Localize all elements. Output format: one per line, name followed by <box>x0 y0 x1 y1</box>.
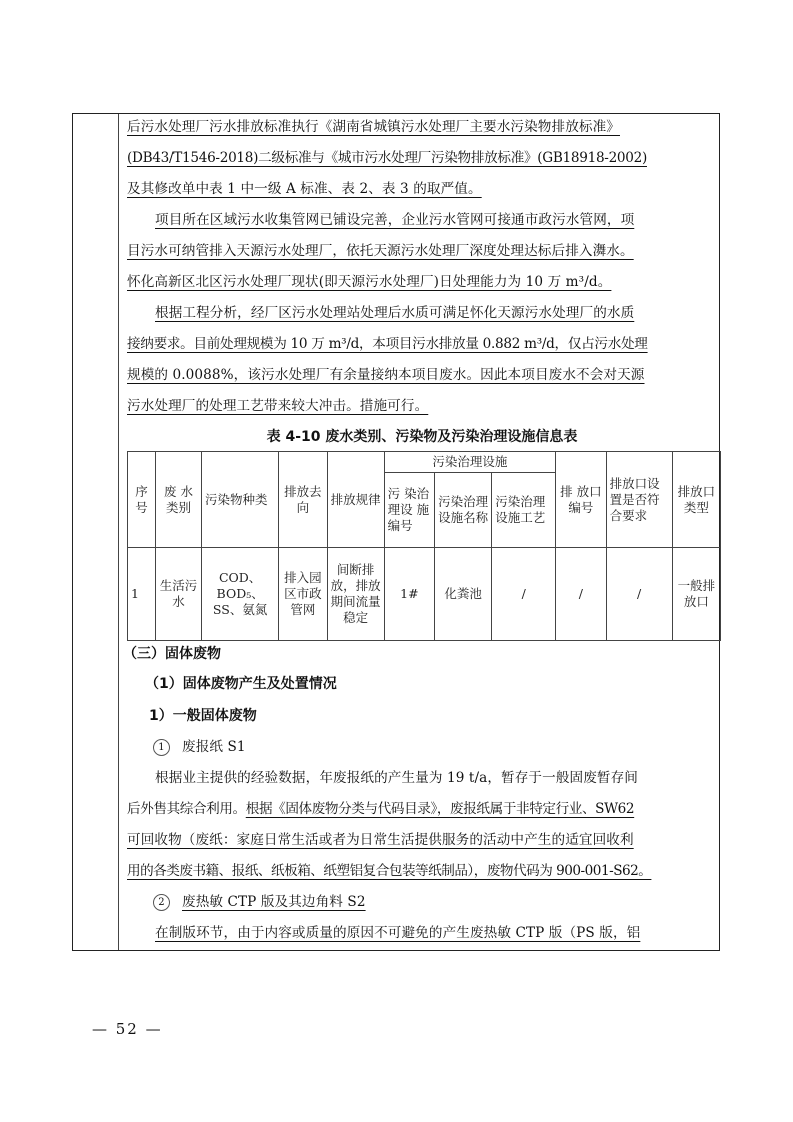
paragraph-line: 后污水处理厂污水排放标准执行《湖南省城镇污水处理厂主要水污染物排放标准》 <box>127 119 620 135</box>
paragraph-line: 及其修改单中表 1 中一级 A 标准、表 2、表 3 的取严值。 <box>127 181 482 197</box>
header-facility-group: 污染治理设施 <box>384 452 555 473</box>
cell-outlet-ok: / <box>606 548 672 641</box>
header-outlet-type: 排放口类型 <box>672 452 720 548</box>
table-header-row <box>128 452 721 473</box>
cell-facility-process: / <box>492 548 556 641</box>
paragraph-line <box>127 794 717 825</box>
header-pollutant: 污染物种类 <box>201 452 278 548</box>
paragraph-line: (DB43/T1546-2018)二级标准与《城市污水处理厂污染物排放标准》(GB18918-2002) <box>127 150 647 166</box>
paragraph-line: 用的各类废书籍、报纸、纸板箱、纸塑铝复合包装等纸制品），废物代码为 900-001-S62。 <box>127 863 652 879</box>
item-heading <box>127 732 717 763</box>
text-segment: 根据《固体废物分类与代码目录》，废报纸属于非特定行业、SW62 <box>245 801 635 817</box>
header-facility-name: 污染治理设施名称 <box>435 473 492 548</box>
cell-outlet-no: / <box>556 548 606 641</box>
cell-pollutant-line: BOD₅、 <box>216 586 264 601</box>
header-facility-process: 污染治理设施工艺 <box>492 473 556 548</box>
item-title: 废报纸 S1 <box>182 739 246 755</box>
cell-pollutant <box>201 548 278 641</box>
wastewater-info-table <box>127 451 721 641</box>
cell-destination: 排入园区市政管网 <box>279 548 327 641</box>
header-pattern: 排放规律 <box>327 452 384 548</box>
paragraph-line: 项目所在区域污水收集管网已铺设完善，企业污水管网可接通市政污水管网，项 <box>155 212 635 228</box>
cell-facility-name: 化粪池 <box>435 548 492 641</box>
paragraph-line: 怀化高新区北区污水处理厂现状(即天源污水处理厂)日处理能力为 10 万 m³/d。 <box>127 274 612 290</box>
paragraph-line: 在制版环节，由于内容或质量的原因不可避免的产生废热敏 CTP 版（PS 版，铝 <box>155 925 641 941</box>
header-outlet-no: 排 放口 编号 <box>556 452 606 548</box>
header-seq: 序号 <box>128 452 156 548</box>
cell-outlet-type: 一般排放口 <box>672 548 720 641</box>
section-heading: （三）固体废物 <box>123 646 221 662</box>
main-content <box>123 114 717 949</box>
table-caption: 表 4-10 废水类别、污染物及污染治理设施信息表 <box>266 429 578 445</box>
subsection-heading: 1）一般固体废物 <box>149 708 257 724</box>
cell-facility-no: 1# <box>384 548 434 641</box>
header-type: 废 水类别 <box>156 452 202 548</box>
page-number: — 52 — <box>92 1020 163 1038</box>
subsection-heading: （1）固体废物产生及处置情况 <box>145 676 337 692</box>
cell-pollutant-line: COD、 <box>218 570 262 585</box>
cell-seq: 1 <box>128 548 156 641</box>
paragraph-line: 目污水可纳管排入天源污水处理厂，依托天源污水处理厂深度处理达标后排入㵲水。 <box>127 243 634 259</box>
circled-number-icon: 1 <box>153 739 170 756</box>
left-column-divider <box>118 114 119 950</box>
paragraph-line: 根据业主提供的经验数据，年废报纸的产生量为 19 t/a，暂存于一般固废暂存间 <box>155 770 638 786</box>
paragraph-line: 根据工程分析，经厂区污水处理站处理后水质可满足怀化天源污水处理厂的水质 <box>155 305 635 321</box>
paragraph-line: 可回收物（废纸：家庭日常生活或者为日常生活提供服务的活动中产生的适宜回收利 <box>127 832 634 848</box>
circled-number-icon: 2 <box>153 894 170 911</box>
text-segment: 后外售其综合利用。 <box>127 801 246 817</box>
item-heading <box>127 887 717 918</box>
cell-pollutant-line: SS、氨氮 <box>212 602 268 617</box>
table-row <box>128 548 721 641</box>
cell-type: 生活污水 <box>156 548 202 641</box>
paragraph-line: 规模的 0.0088%，该污水处理厂有余量接纳本项目废水。因此本项目废水不会对天源 <box>127 367 645 383</box>
paragraph-line: 污水处理厂的处理工艺带来较大冲击。措施可行。 <box>127 398 429 414</box>
header-destination: 排放去向 <box>279 452 327 548</box>
content-frame <box>72 113 720 951</box>
item-title: 废热敏 CTP 版及其边角料 S2 <box>182 894 366 910</box>
header-outlet-ok: 排放口设置是否符合要求 <box>606 452 672 548</box>
header-facility-no: 污 染治 理设 施编号 <box>384 473 434 548</box>
paragraph-line: 接纳要求。目前处理规模为 10 万 m³/d，本项目污水排放量 0.882 m³/d，仅占污水处理 <box>127 336 648 352</box>
cell-pattern: 间断排放，排放期间流量稳定 <box>327 548 384 641</box>
